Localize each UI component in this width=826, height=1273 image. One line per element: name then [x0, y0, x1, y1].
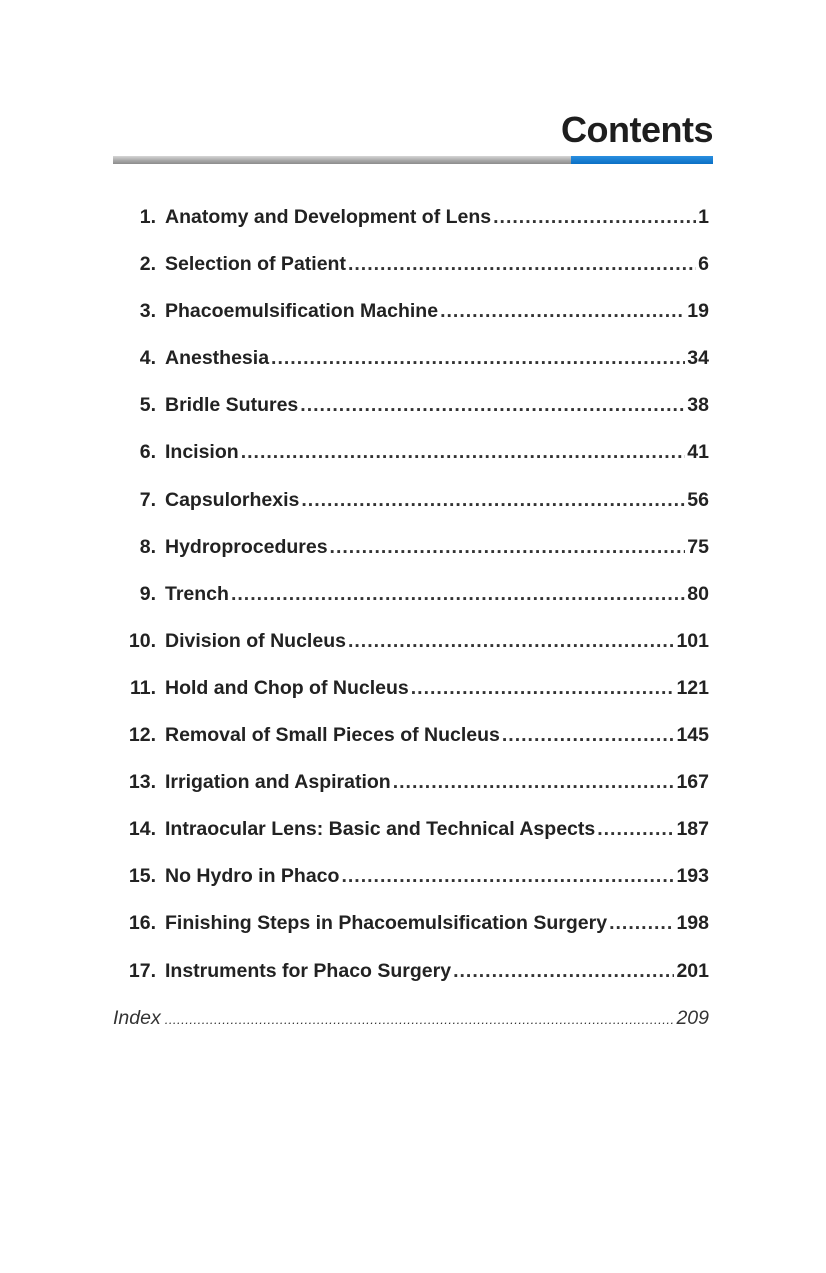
chapter-title: Anatomy and Development of Lens [165, 206, 492, 228]
toc-entry[interactable] [113, 253, 709, 300]
page-number: 80 [687, 582, 709, 605]
chapter-number: 8. [139, 535, 156, 558]
page-number: 101 [676, 629, 709, 652]
toc-entry[interactable] [113, 865, 709, 912]
dot-leader [301, 489, 685, 512]
toc-index-entry[interactable] [113, 1007, 709, 1054]
chapter-number: 17. [128, 959, 156, 982]
page-number: 75 [687, 535, 709, 558]
chapter-title: Removal of Small Pieces of Nucleus [165, 724, 500, 747]
chapter-title: Finishing Steps in Phacoemulsification Surgery [165, 912, 608, 935]
chapter-title: Hold and Chop of Nucleus [165, 676, 409, 699]
page-number: 198 [676, 912, 709, 935]
chapter-number: 6. [139, 441, 156, 464]
chapter-number: 13. [128, 771, 156, 794]
toc-entry[interactable] [113, 960, 709, 1007]
toc-entry[interactable] [113, 771, 709, 818]
toc-entry[interactable] [113, 206, 709, 253]
dot-leader [341, 865, 674, 888]
page-number: 34 [687, 347, 709, 370]
page-number: 121 [676, 676, 709, 699]
toc-entry[interactable] [113, 300, 709, 347]
chapter-number: 10. [128, 629, 156, 652]
dot-leader [348, 630, 675, 653]
chapter-number: 5. [139, 394, 156, 417]
chapter-number: 16. [128, 912, 156, 935]
dot-leader [231, 583, 685, 606]
chapter-number: 1. [139, 206, 156, 228]
index-page-number: 209 [676, 1006, 709, 1029]
dot-leader [411, 677, 675, 700]
chapter-title: Phacoemulsification Machine [165, 300, 439, 323]
chapter-number: 4. [139, 347, 156, 370]
toc-entry[interactable] [113, 724, 709, 771]
index-label: Index [113, 1006, 161, 1029]
page-number: 56 [687, 488, 709, 511]
toc-entry[interactable] [113, 818, 709, 865]
dot-leader [330, 536, 686, 559]
toc-entry[interactable] [113, 583, 709, 630]
chapter-number: 3. [139, 300, 156, 323]
chapter-title: Capsulorhexis [165, 488, 300, 511]
dot-leader [300, 394, 685, 417]
dot-leader [597, 818, 674, 841]
page-number: 19 [687, 300, 709, 323]
chapter-number: 11. [129, 676, 156, 699]
chapter-title: Irrigation and Aspiration [165, 771, 391, 794]
page-number: 38 [687, 394, 709, 417]
page-number: 145 [676, 724, 709, 747]
chapter-title: Bridle Sutures [165, 394, 299, 417]
toc-entry[interactable] [113, 347, 709, 394]
title-rule-grey [113, 156, 571, 164]
page-number: 1 [698, 206, 709, 228]
chapter-title: Division of Nucleus [165, 629, 346, 652]
chapter-title: Trench [165, 582, 229, 605]
title-rule [113, 156, 713, 164]
page-number: 6 [698, 253, 709, 276]
toc-entry[interactable] [113, 489, 709, 536]
chapter-number: 2. [139, 253, 156, 276]
page-number: 193 [676, 865, 709, 888]
chapter-title: Anesthesia [165, 347, 270, 370]
chapter-number: 12. [128, 724, 156, 747]
table-of-contents [113, 206, 709, 1054]
title-rule-blue [571, 156, 713, 164]
page-number: 41 [687, 441, 709, 464]
toc-entry[interactable] [113, 630, 709, 677]
dot-leader [493, 206, 696, 229]
page-number: 187 [676, 818, 709, 841]
page-number: 167 [676, 771, 709, 794]
chapter-title: Instruments for Phaco Surgery [165, 959, 452, 982]
chapter-title: Intraocular Lens: Basic and Technical Aspects [165, 818, 596, 841]
toc-entry[interactable] [113, 536, 709, 583]
page-number: 201 [676, 959, 709, 982]
dot-leader [393, 771, 675, 794]
dot-leader [453, 960, 674, 983]
dot-leader [502, 724, 675, 747]
chapter-number: 15. [128, 865, 156, 888]
dot-leader [440, 300, 685, 323]
chapter-number: 7. [139, 488, 156, 511]
chapter-title: Selection of Patient [165, 253, 346, 276]
toc-entry[interactable] [113, 677, 709, 724]
toc-entry[interactable] [113, 441, 709, 488]
dot-leader [271, 347, 685, 370]
dot-leader [165, 1012, 675, 1027]
toc-entry[interactable] [113, 394, 709, 441]
chapter-number: 14. [128, 818, 156, 841]
chapter-title: Hydroprocedures [165, 535, 328, 558]
chapter-title: Incision [165, 441, 239, 464]
dot-leader [348, 253, 696, 276]
page-title: Contents [561, 109, 713, 150]
toc-entry[interactable] [113, 912, 709, 959]
chapter-number: 9. [139, 582, 156, 605]
dot-leader [241, 441, 686, 464]
chapter-title: No Hydro in Phaco [165, 865, 340, 888]
dot-leader [609, 912, 674, 935]
